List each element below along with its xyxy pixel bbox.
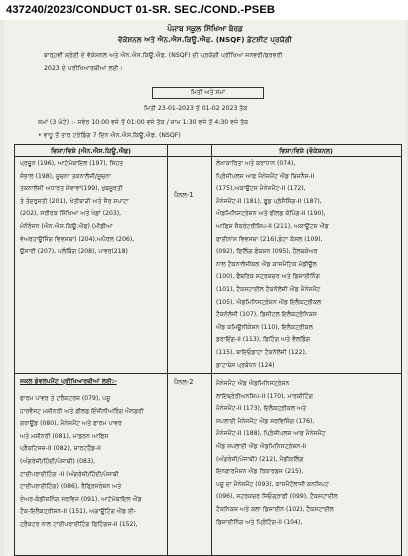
subject-line: ਲਾਇਬ੍ਰੇਰੀਅਨਸ਼ਿਪ-II (170), ਮਾਰਕੀਟਿੰਗ [216,392,313,400]
subject-line: ਐਂਡ ਸਪਲਾਈ ਐਂਡ ਐਡਮਿਨਿਸਟ੍ਰੇਸ਼ਨ-II [216,442,307,450]
subject-line: ਤੇ ਤੰਦਰੁਸਤੀ (201), ਖੇਤੀਬਾੜੀ ਅਤੇ ਸੈਰ ਸਪਾਟਾ [20,197,129,205]
subject-line: ਲੇਖਾਕਾਰਿਤਾ ਅਤੇ ਕਰਾਧਾਨ (074), [216,160,296,167]
subject-line: (202), ਸਰੀਰਕ ਸਿੱਖਿਆ ਅਤੇ ਖੇਡਾਂ (203), [20,210,122,218]
note-line: • ਵਾਧੂ ਤੋਂ ਤਾਰ ਟਰੇਡਿੰਗ 7 ਦਿਨ ਐਨ.ਐਸ.ਕਿਊ.ਐਫ. (NSQF) [38,132,181,139]
subject-line: ਇਨਫਾਰਮੈਸ਼ਨ ਐਂਡ ਰਿਕਾਰਡਜ਼ (215), [216,468,304,476]
subject-line: ਟੈਕ-ਇਲੈਕਟ੍ਰੀਸ਼ਨ-II (151), ਅਗਾਊਂਟਿੰਗ ਐਂਡ ਈ- [20,508,136,516]
subject-line: ਪ੍ਰਚੂਨ (196), ਆਟੋਮੋਬਾਇਲ (197), ਸਿਹਤ [20,160,124,167]
board-title: ਪੰਜਾਬ ਸਕੂਲ ਸਿੱਖਿਆ ਬੋਰਡ [167,24,243,33]
subject-line: ਪ੍ਰੈਕਟਿਸਜ਼-II (082), ਸ਼ਾਰਟਹੈਂਡ-II [20,445,101,453]
panel-2-nsqf-subjects [20,393,144,532]
subject-line: ਐਡਮਿਨਿਸਟ੍ਰੇਸ਼ਨ ਅਤੇ ਫੀਲਡ ਕੋਪਿੰਗ-II (190), [216,210,326,218]
subject-line: ਡਿਜ਼ਾਈਨਿੰਗ ਅਤੇ ਪ੍ਰਿੰਟਿੰਗ-II (104), [216,518,303,526]
subject-line: ਫਾਰਮ ਪਾਵਰ ਤੇ ਟਰੈਕਟਰਜ਼ (079), ਪਸ਼ੂ [20,395,111,402]
subject-line: ਪ੍ਰਿੰਸੀਪਲਸ ਆਫ ਮੈਨੇਜਮੈਂਟ ਐਂਡ ਬਿਜ਼ਨੈਸ-II [216,172,315,180]
subject-line: ਵੇਅਰਹਾਊਸਿੰਗ ਵਿਵਸਥਾ) (204),ਅਪੈਰਲ (206), [20,235,135,243]
subject-line: ਮੈਨੇਜਮੈਂਟ-II (173), ਇਲੈਕਟ੍ਰੀਕਲ ਅਤੇ [216,405,307,413]
subject-line: ਮੰਨੋਰੰਜਨ (ਐਨ.ਐਸ.ਕਿਊ.ਐਫ) (ਮੀਡੀਆ [20,222,113,230]
subject-line: (100), ਫੈਬਰਿਕ ਸਟ੍ਰਕਚਰ ਅਤੇ ਡਿਜ਼ਾਈਨਿੰਗ [216,273,320,281]
subject-line: ਅਤੇ ਮਸ਼ੀਨਰੀ (081), ਮਾਡਰਨ ਆਫਿਸ [20,432,109,440]
datesheet-title: ਵੋਕੇਸ਼ਨਲ ਅਤੇ ਐਨ.ਐਸ.ਕਿਊ.ਐਫ. (NSQF) ਡੇਟਸ਼ੀਟ ਪ੍ਰਯੋਗੀ [118,35,292,44]
column-divider-1 [167,145,168,555]
date-time-box: ਮਿਤੀ ਅਤੇ ਸਮਾਂ [152,87,264,99]
subject-line: ਮੈਨੇਜਮੈਂਟ-II (181), ਫੂਡ ਪ੍ਰੋਸੈਸਿੰਗ-II (187), [216,197,322,205]
subject-line: ਟਾਈਪਰਾਈਟਿੰਗ) (086), ਰੈਫ੍ਰਿਜਰੇਸ਼ਨ ਅਤੇ [20,483,122,491]
exam-time: ਸਮਾਂ (3 ਘੰਟੇ) :- ਸਵੇਰ 10:00 ਵਜੇ ਤੋਂ 01:00 ਵਜੇ ਤੱਕ / ਸ਼ਾਮ 1:30 ਵਜੇ ਤੋਂ 4:30 ਵਜੇ ਤੱਕ [38,119,249,126]
subject-line: ਗਰਾਊਂਡ (080), ਮੈਨੇਜਮੈਂਟ ਅਤੇ ਫਾਰਮ ਪਾਵਰ [20,420,122,428]
subject-line: ਹਾਰਵੈਸਟ ਮਸ਼ੀਨਰੀ ਅਤੇ ਫੀਲਡ ਇੰਜੀਨੀਅਰਿੰਗ ਐਨਡਰੀ [20,407,144,415]
subject-line: ਉਸਾਰੀ (207), ਪਲੰਬਿੰਗ (208), ਪਾਵਰ(218) [20,248,128,256]
subject-line: ਮੈਨੇਜਮੈਂਟ-II (188), ਪ੍ਰਿੰਸੀਪਲਜ਼ ਆਫ ਮੈਨੇਜਮੈਂਟ [216,430,326,438]
exam-dates: ਮਿਤੀ 23-01-2023 ਤੋਂ 01-02 2023 ਤੱਕ [144,105,248,112]
header-row-divider [15,156,401,157]
subject-line: ਫਾਈਨਾਂਸ ਵਿਵਸਥਾ (216),ਡੇਟਾ ਕੋਸ਼ਲ (109), [216,235,323,243]
subject-line: ਡਾਟਾਬੇਸ ਪ੍ਰਬੰਧਨ (124) [216,361,275,369]
skill-development-heading: ਸਕਲ ਡੇਵਲਪਮੈਂਟ ਪ੍ਰੀਖਿਆਰਥੀਆਂ ਲਈ:- [20,378,117,385]
panel-1-vocational-subjects [216,158,329,372]
panel-2-vocational-subjects [216,378,338,529]
subject-line: ਸੰਭਾਲ (198), ਸੂਚਨਾ ਤਕਨਾਲੋਜੀ/ਸੂਚਨਾ [20,172,111,180]
subject-line: (092), ਫਿਲਿੰਗ ਫੰਕਸ਼ਨ (095), ਹੈਲਥਕੇਅਰ [216,248,318,256]
subject-line: ਟਾਈਪਰਾਈਟਿੰਗ -II (ਅੰਗਰੇਜ਼ੀ/ਹਿੰਦੀ/ਪੰਜਾਬੀ [20,470,119,478]
subject-line: ਸਪਲਾਈ ਮੈਨੇਜਮੈਂਟ ਐਂਡ ਸਰਵਿਸਿੰਗ (176), [216,417,315,425]
subject-line: (101), ਟੈਕਸਟਾਈਲ ਟੈਕਨੋਲੋਜੀ ਐਂਡ ਮੈਨੇਜਮੈਂਟ [216,285,321,293]
panel-1-label: ਪੈਨਲ-1 [174,191,194,199]
subject-line: ਏਅਰ-ਕੰਡੀਸ਼ਨਿੰਗ ਸਰਵਿਸ (091), ਆਟੋਮੋਬਾਇਲ ਐਂਡ [20,495,142,503]
subject-line: (115), ਬਾਇਓਡਾਟਾ ਟੈਕਨੋਲੋਜੀ (122), [216,348,307,356]
intro-line-2: 2023 ਦੇ ਪਰੀਖਿਆਰਥੀਆਂ ਲਈ। [44,65,123,72]
subject-line: ਆਫਿਸ ਸੈਕਰੇਟਰੀਸ਼ਿਪ-II (211), ਅਕਾਊਂਟਸ ਐਂਡ [216,222,329,230]
panel-divider [15,373,401,374]
subject-line: ਡਰਾਇੰਗ-II (113), ਫਿਟਿੰਗ ਅਤੇ ਵੈਲਡਿੰਗ [216,336,311,344]
subject-line: (ਅੰਗਰੇਜ਼ੀ/ਪੰਜਾਬੀ) (212), ਮੈਡੀਕਲਿੰਗ [216,455,304,463]
subject-line: (ਅੰਗਰੇਜ਼ੀ/ਹਿੰਦੀ/ਪੰਜਾਬੀ) (083), [20,457,96,465]
column-divider-2 [211,145,212,555]
document-reference-bar [0,0,408,20]
column-header-vocational: ਵਿਸ਼ਾ/ਵਿਸ਼ੇ (ਵੋਕੇਸ਼ਨਲ) [279,147,333,155]
subject-line: ਟੈਕਨਿਕਜ਼ ਅਤੇ ਕਲਾ ਡਿਜ਼ਾਈਨ (102), ਟੈਕਸਟਾਈਲ [216,505,334,513]
datesheet-page [4,20,406,556]
subject-line: ਤਕਨਾਲੋਜੀ ਅਧਾਰਤ ਸੇਵਾਵਾਂ(199), ਖੁਬਸੂਰਤੀ [20,185,123,193]
subject-table [14,144,402,556]
subject-line: ਪਸ਼ੂ ਦਾ ਮੈਨੇਜਮੈਂਟ (093), ਕਾਸਮੈਟੋਲਾਜੀ ਕਨਸਿਪਟ [216,480,329,488]
document-reference-number: 437240/2023/CONDUCT 01-SR. SEC./COND.-PSEB [6,4,276,16]
panel-1-nsqf-subjects [20,158,134,259]
subject-line: (175),ਅਕਾਉਂਟਸ ਮੈਨੇਜਮੈਂਟ-II (172), [216,185,306,193]
column-header-nsqf: ਵਿਸ਼ਾ/ਵਿਸ਼ੇ (ਐਨ.ਐਸ.ਕਿਊ.ਐਫ) [50,147,132,155]
subject-line: (105), ਐਡਮਿਨਿਸਟ੍ਰੇਸ਼ਨ ਐਂਡ ਇਲੈਕਟ੍ਰੀਕਲ [216,298,322,306]
panel-2-label: ਪੈਨਲ-2 [174,378,194,386]
subject-line: ਨਾਲ ਟੈਕਨਾਲੋਜੀਕਲ ਐਂਡ ਕਾਸਮੈਟਿਕ ਮੋਡੀਊਲ [216,260,317,268]
subject-line: ਮੈਨੇਜਮੈਂਟ ਐਂਡ ਐਡਮਿਨਿਸਟ੍ਰੇਸ਼ਨ [216,380,290,387]
subject-line: ਟ੍ਰੈਕਟਰ ਨਾਲ ਟਾਈਪਰਾਈਟਿੰਗ ਫਿਟਿੰਗਸ-II (152), [20,520,138,528]
subject-line: ਟੈਕਨੋਲੋਜੀ (107), ਡਿਜੀਟਲ ਇਲੈਕਟ੍ਰੋਨਿਕਸ [216,311,317,319]
subject-line: ਐਂਡ ਕਮਿਊਨੀਕੇਸ਼ਨ (110), ਇਲੈਕਟ੍ਰੀਕਲ [216,323,313,331]
intro-line-1: ਬਾਰ੍ਹਵੀਂ ਸ਼੍ਰੇਣੀ ਦੇ ਵੋਕੇਸ਼ਨਲ ਅਤੇ ਐਨ.ਐਸ.ਕਿਊ.ਐਫ. (NSQF) ਦੀ ਪ੍ਰਯੋਗੀ ਪ੍ਰੀਖਿਆ ਜਨਵਰੀ/ਫਰਵਰੀ [44,52,283,59]
subject-line: (096), ਸਟਰਕਚਰ ਜਿਓਗ੍ਰਾਫੀ (099), ਟੈਕਸਟਾਈਲ [216,493,338,501]
